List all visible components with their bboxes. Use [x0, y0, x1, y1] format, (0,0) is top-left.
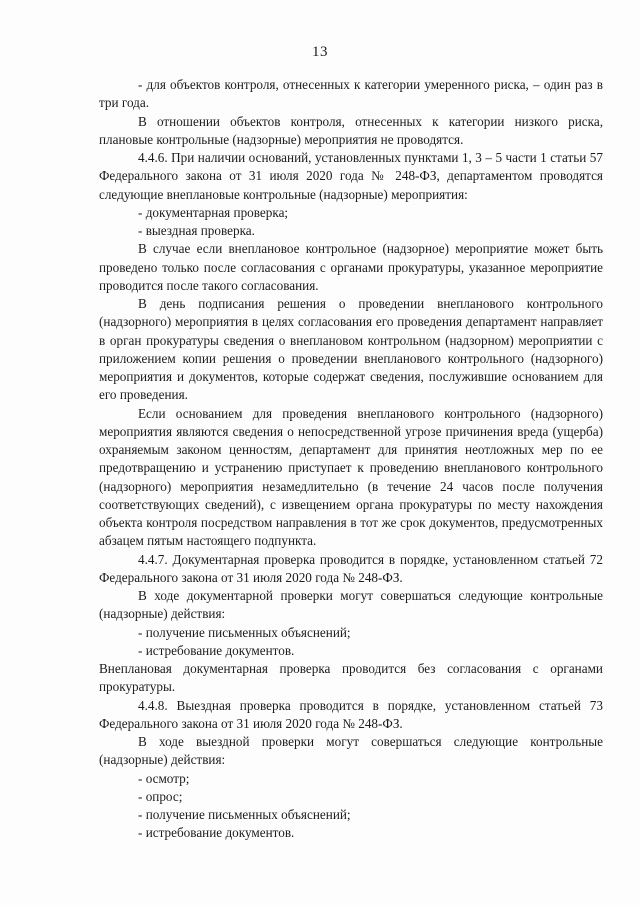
paragraph-moderate-risk: - для объектов контроля, отнесенных к категории умеренного риска, – один раз в три года.: [99, 77, 603, 111]
list-item: - документарная проверка;: [138, 204, 289, 220]
paragraph-4-4-7: 4.4.7. Документарная проверка проводится в порядке, установленном статьей 72 Федерального закона от 31 июля 2020 года № 248-ФЗ.: [99, 551, 603, 585]
paragraph-4-4-6: 4.4.6. При наличии оснований, установленных пунктами 1, 3 – 5 части 1 статьи 57 Федерального закона от 31 июля 2020 года № 248-ФЗ, департаментом проводятся следующие внеплановые контрольные (надзорные) мероприятия:: [99, 150, 603, 202]
list-item: - получение письменных объяснений;: [138, 624, 351, 640]
paragraph-immediate-threat: Если основанием для проведения внепланового контрольного (надзорного) мероприятия являются сведения о непосредственной угрозе причинения вреда (ущерба) охраняемым законом ценностям, департамент для принятия неотложных мер по ее предотвращению и устранению приступает к проведению внепланового контрольного (надзорного) мероприятия незамедлительно (в течение 24 часов после получения соответствующих сведений), с извещением органа прокуратуры по месту нахождения объекта контроля посредством направления в тот же срок документов, предусмотренных абзацем пятым настоящего подпункта.: [99, 405, 603, 549]
paragraph-prosecutor-approval: В случае если внеплановое контрольное (надзорное) мероприятие может быть проведено только после согласования с органами прокуратуры, указанное мероприятие проводится после такого согласования.: [99, 241, 603, 293]
document-body: [99, 76, 603, 843]
paragraph-unscheduled-documentary: Внеплановая документарная проверка проводится без согласования с органами прокуратуры.: [99, 661, 603, 695]
paragraph-low-risk: В отношении объектов контроля, отнесенных к категории низкого риска, плановые контрольные (надзорные) мероприятия не проводятся.: [99, 113, 603, 147]
list-item: - осмотр;: [138, 770, 190, 786]
page-number: 13: [312, 44, 328, 60]
paragraph-documentary-actions: В ходе документарной проверки могут совершаться следующие контрольные (надзорные) действия:: [99, 588, 603, 622]
list-item: - опрос;: [138, 788, 183, 804]
paragraph-onsite-actions: В ходе выездной проверки могут совершаться следующие контрольные (надзорные) действия:: [99, 734, 603, 768]
list-item: - истребование документов.: [138, 825, 295, 841]
list-item: - получение письменных объяснений;: [138, 807, 351, 822]
paragraph-decision-day: В день подписания решения о проведении внепланового контрольного (надзорного) мероприятия в целях согласования его проведения департамент направляет в орган прокуратуры сведения о внеплановом контрольном (надзорном) мероприятии с приложением копии решения о проведении внепланового контрольного (надзорного) мероприятия и документов, которые содержат сведения, послужившие основанием для его проведения.: [99, 296, 603, 403]
list-item: - выездная проверка.: [138, 223, 255, 238]
list-item: - истребование документов.: [138, 642, 295, 658]
paragraph-4-4-8: 4.4.8. Выездная проверка проводится в порядке, установленном статьей 73 Федерального закона от 31 июля 2020 года № 248-ФЗ.: [99, 697, 603, 731]
